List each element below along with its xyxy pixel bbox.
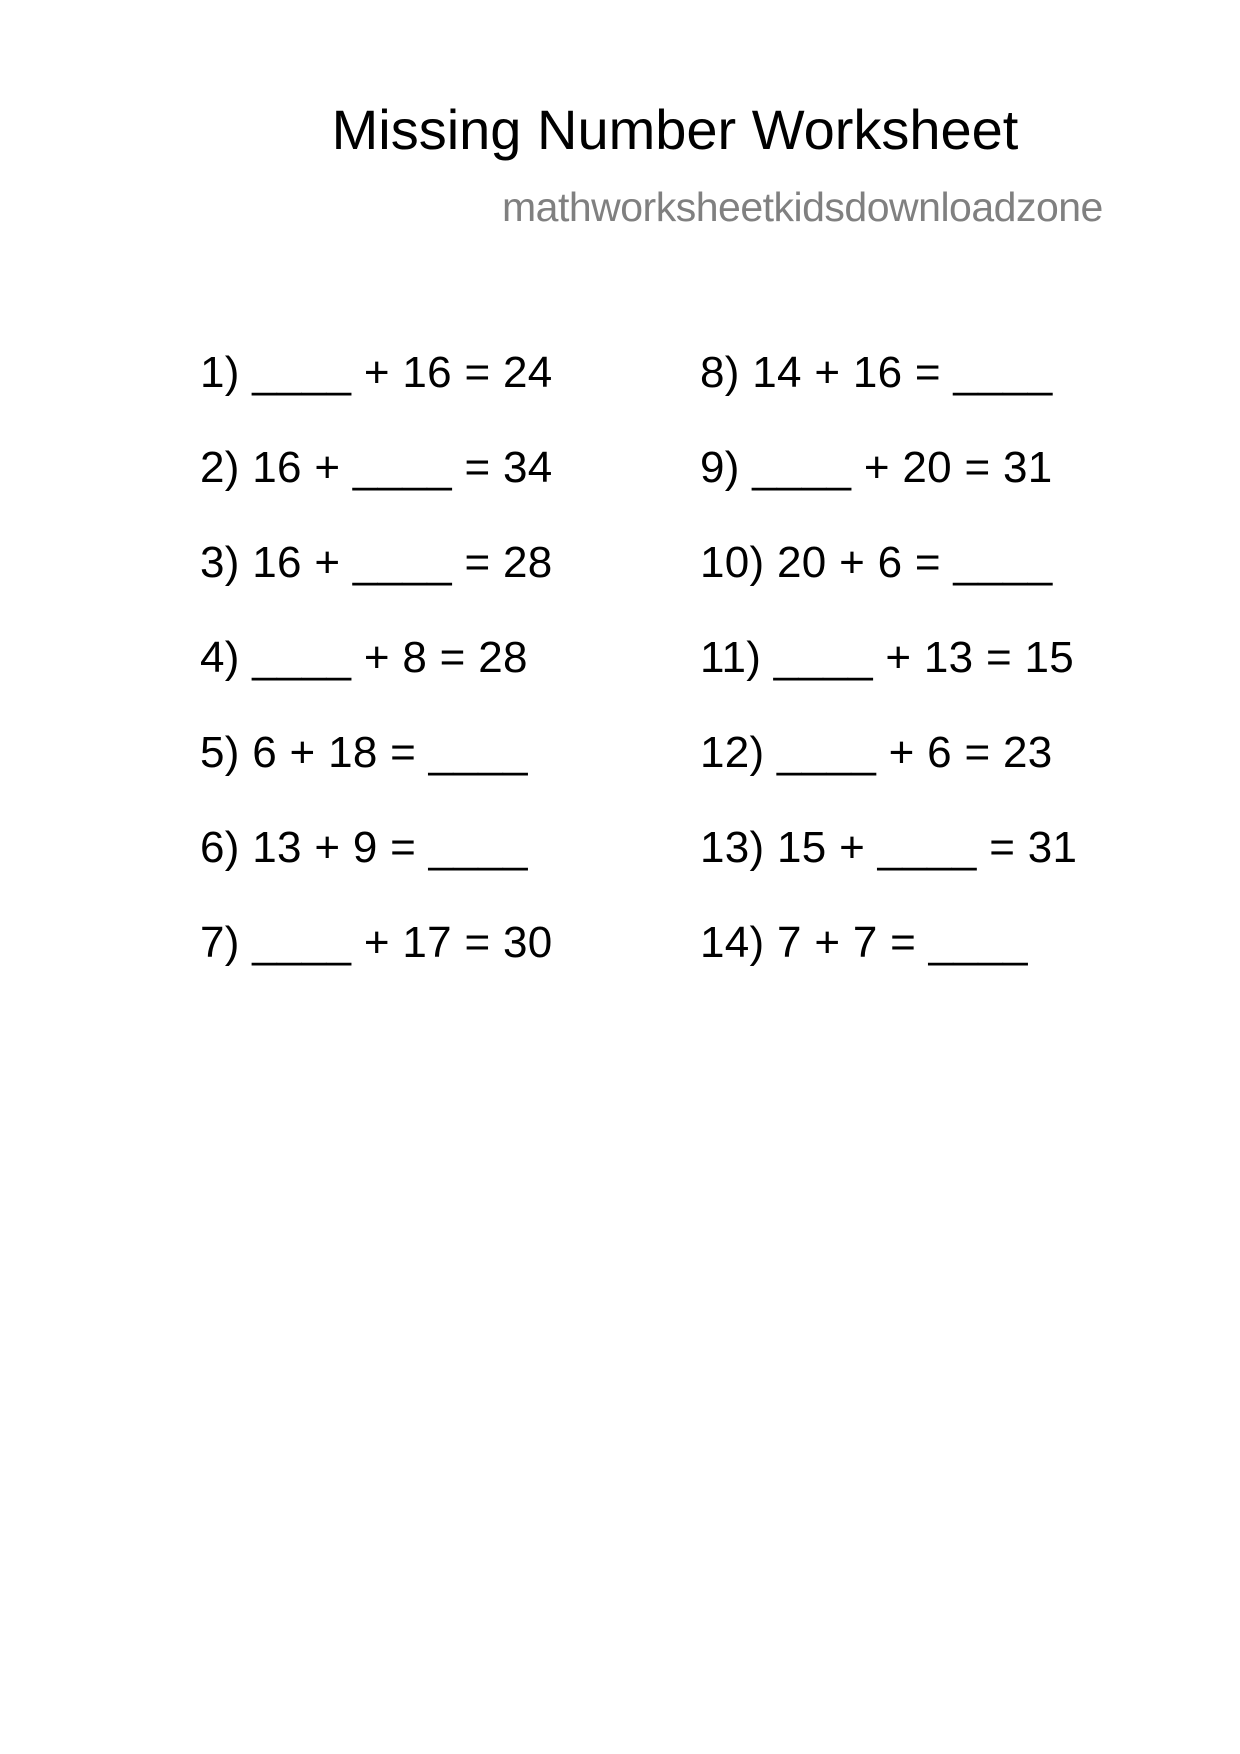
problem-8: 8) 14 + 16 = ____ xyxy=(700,348,1053,397)
problem-4: 4) ____ + 8 = 28 xyxy=(200,633,528,682)
problem-1: 1) ____ + 16 = 24 xyxy=(200,348,553,397)
problem-3: 3) 16 + ____ = 28 xyxy=(200,538,553,587)
problem-5: 5) 6 + 18 = ____ xyxy=(200,728,528,777)
worksheet-source: mathworksheetkidsdownloadzone xyxy=(502,184,1103,230)
problem-column-right xyxy=(700,347,1077,1012)
problem-11: 11) ____ + 13 = 15 xyxy=(700,633,1075,682)
problem-7: 7) ____ + 17 = 30 xyxy=(200,918,553,967)
problem-2: 2) 16 + ____ = 34 xyxy=(200,443,553,492)
problem-13: 13) 15 + ____ = 31 xyxy=(700,823,1078,872)
problem-10: 10) 20 + 6 = ____ xyxy=(700,538,1053,587)
problem-14: 14) 7 + 7 = ____ xyxy=(700,918,1028,967)
worksheet-title: Missing Number Worksheet xyxy=(331,98,1019,161)
problem-6: 6) 13 + 9 = ____ xyxy=(200,823,528,872)
problem-9: 9) ____ + 20 = 31 xyxy=(700,443,1053,492)
problem-12: 12) ____ + 6 = 23 xyxy=(700,728,1053,777)
problem-column-left xyxy=(200,347,553,1012)
